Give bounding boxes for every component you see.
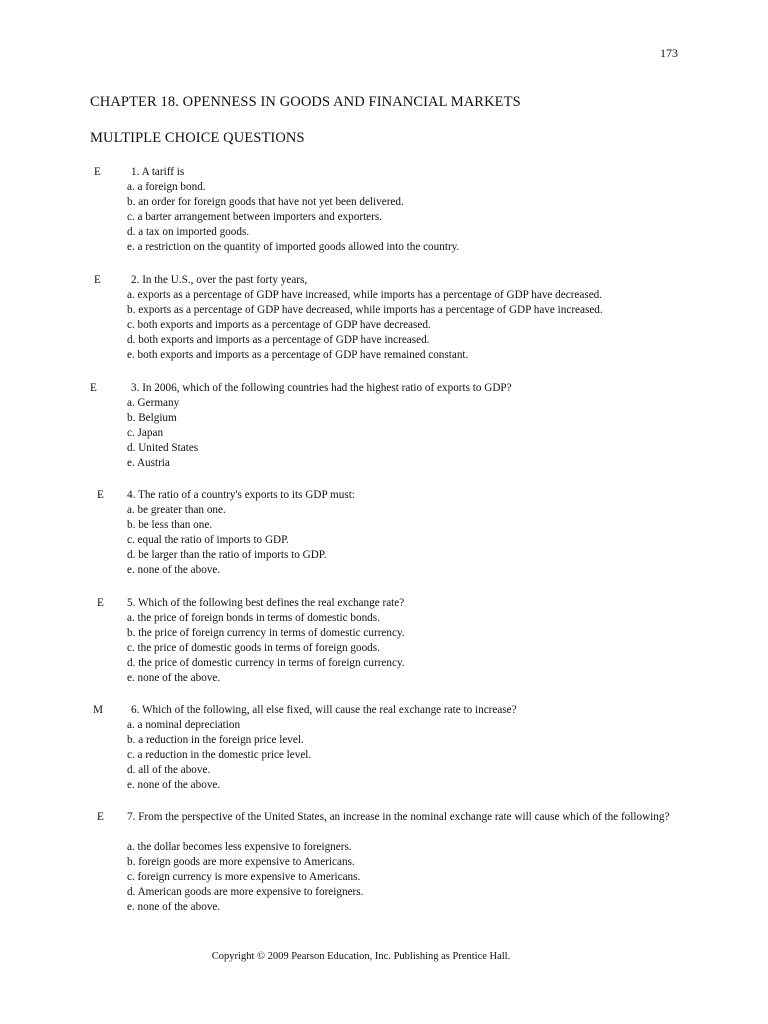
answer-option: d. both exports and imports as a percentage of GDP have increased. [127, 334, 430, 346]
answer-option: b. a reduction in the foreign price level. [127, 734, 304, 746]
answer-option: b. an order for foreign goods that have not yet been delivered. [127, 196, 404, 208]
difficulty-label: E [94, 166, 101, 178]
answer-option: c. the price of domestic goods in terms of foreign goods. [127, 642, 380, 654]
answer-options [127, 396, 198, 471]
question-text: 6. Which of the following, all else fixed, will cause the real exchange rate to increase? [131, 704, 517, 716]
answer-option: d. a tax on imported goods. [127, 226, 250, 238]
answer-option: c. a barter arrangement between importers and exporters. [127, 211, 383, 223]
difficulty-label: E [94, 274, 101, 286]
page-number: 173 [660, 46, 678, 60]
question-text: 3. In 2006, which of the following countries had the highest ratio of exports to GDP? [131, 382, 512, 394]
answer-options [127, 503, 327, 578]
difficulty-label: E [97, 597, 104, 609]
answer-options [127, 611, 405, 686]
answer-option: d. all of the above. [127, 764, 211, 776]
difficulty-label: E [97, 489, 104, 501]
answer-option: c. both exports and imports as a percentage of GDP have decreased. [127, 319, 431, 331]
answer-option: e. both exports and imports as a percentage of GDP have remained constant. [127, 349, 469, 361]
answer-option: c. foreign currency is more expensive to Americans. [127, 871, 361, 883]
question-text: 2. In the U.S., over the past forty years, [131, 274, 308, 286]
question-text: 5. Which of the following best defines the real exchange rate? [127, 597, 405, 609]
answer-options [127, 180, 459, 255]
answer-option: a. the dollar becomes less expensive to foreigners. [127, 841, 352, 853]
answer-option: c. Japan [127, 427, 164, 439]
answer-option: b. exports as a percentage of GDP have decreased, while imports has a percentage of GDP have increased. [127, 304, 603, 316]
answer-option: e. none of the above. [127, 779, 221, 791]
answer-options [127, 288, 603, 363]
answer-option: d. United States [127, 442, 199, 454]
answer-options [127, 840, 363, 915]
answer-option: b. be less than one. [127, 519, 213, 531]
difficulty-label: E [97, 811, 104, 823]
copyright-footer: Copyright © 2009 Pearson Education, Inc. Publishing as Prentice Hall. [211, 951, 511, 962]
section-title: MULTIPLE CHOICE QUESTIONS [90, 130, 305, 146]
answer-option: e. none of the above. [127, 564, 221, 576]
answer-option: e. none of the above. [127, 901, 221, 913]
answer-option: a. the price of foreign bonds in terms of domestic bonds. [127, 612, 380, 624]
question-text: 7. From the perspective of the United States, an increase in the nominal exchange rate will cause which of the following? [127, 811, 670, 823]
question-text: 1. A tariff is [131, 166, 185, 178]
answer-option: d. be larger than the ratio of imports to GDP. [127, 549, 327, 561]
question-text: 4. The ratio of a country's exports to its GDP must: [127, 489, 355, 501]
answer-option: c. equal the ratio of imports to GDP. [127, 534, 289, 546]
answer-option: c. a reduction in the domestic price level. [127, 749, 312, 761]
answer-options [127, 718, 311, 793]
answer-option: e. a restriction on the quantity of imported goods allowed into the country. [127, 241, 460, 253]
answer-option: a. be greater than one. [127, 504, 226, 516]
answer-option: d. the price of domestic currency in terms of foreign currency. [127, 657, 405, 669]
answer-option: b. foreign goods are more expensive to Americans. [127, 856, 355, 868]
answer-option: b. the price of foreign currency in terms of domestic currency. [127, 627, 405, 639]
answer-option: e. none of the above. [127, 672, 221, 684]
answer-option: a. exports as a percentage of GDP have increased, while imports has a percentage of GDP have decreased. [127, 289, 603, 301]
answer-option: a. a nominal depreciation [127, 719, 241, 731]
answer-option: a. a foreign bond. [127, 181, 206, 193]
answer-option: a. Germany [127, 397, 180, 409]
chapter-title: CHAPTER 18. OPENNESS IN GOODS AND FINANCIAL MARKETS [90, 94, 521, 110]
answer-option: e. Austria [127, 457, 170, 469]
difficulty-label: M [93, 704, 103, 716]
difficulty-label: E [90, 382, 97, 394]
answer-option: d. American goods are more expensive to foreigners. [127, 886, 364, 898]
answer-option: b. Belgium [127, 412, 177, 424]
